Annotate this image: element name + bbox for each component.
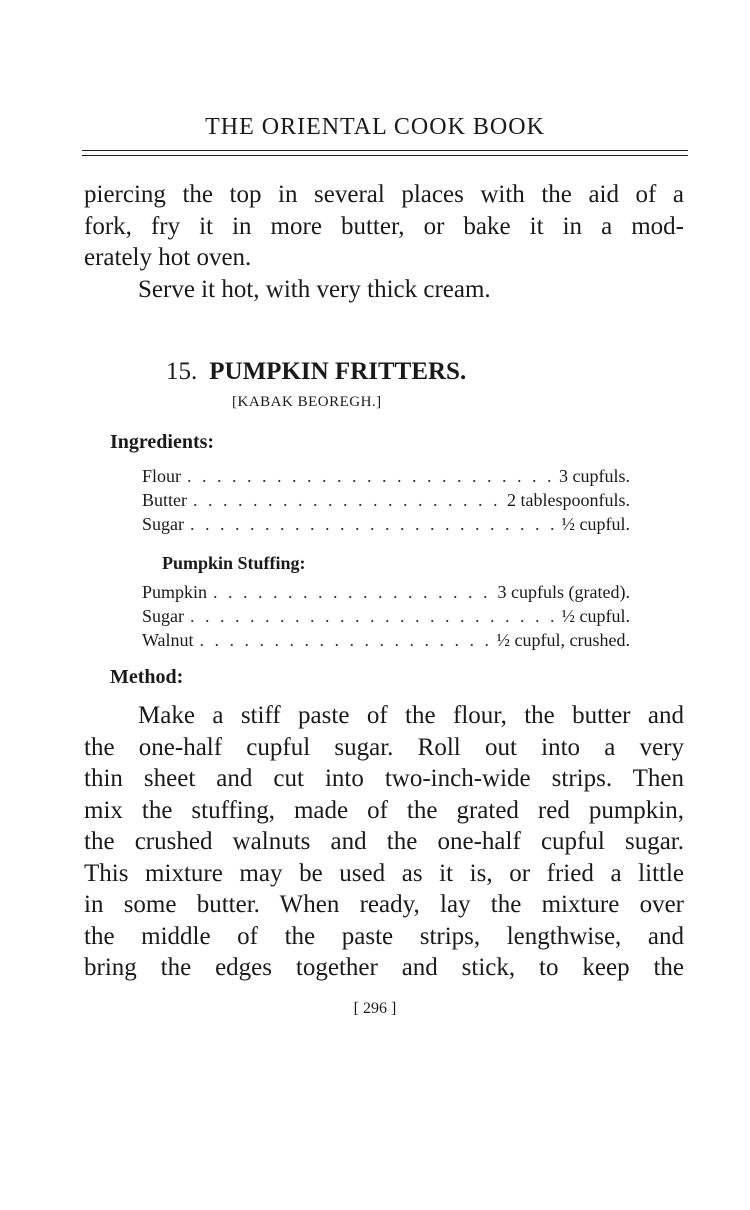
page-number: [ 296 ] — [353, 1000, 397, 1017]
serve-line: Serve it hot, with very thick cream. — [138, 275, 491, 303]
leader-dots — [187, 466, 553, 487]
running-head: THE ORIENTAL COOK BOOK — [205, 114, 545, 140]
stuffing-label: Pumpkin Stuffing: — [162, 553, 306, 573]
stuffing-list — [142, 582, 630, 654]
leader-dots — [190, 606, 556, 627]
intro-paragraph — [84, 179, 684, 305]
header-rule-thin — [82, 155, 688, 156]
leader-dots — [213, 582, 492, 603]
ingredient-list — [142, 466, 630, 538]
ingredient-name: Pumpkin — [142, 582, 208, 602]
recipe-heading — [166, 358, 466, 386]
ingredient-row — [142, 582, 630, 606]
recipe-number: 15. — [166, 358, 198, 385]
header-rule — [82, 150, 688, 151]
ingredient-name: Sugar — [142, 514, 184, 534]
ingredients-label: Ingredients: — [110, 431, 215, 453]
recipe-subtitle: [KABAK BEOREGH.] — [232, 394, 382, 410]
recipe-title: PUMPKIN FRITTERS. — [209, 358, 467, 385]
text-line: in some butter. When ready, lay the mixture over — [84, 891, 684, 918]
ingredient-name: Butter — [142, 490, 187, 510]
text-line: piercing the top in several places with the aid of a — [84, 181, 684, 208]
text-line: Make a stiff paste of the flour, the butter and — [138, 702, 684, 729]
text-line: bring the edges together and stick, to keep the — [84, 954, 684, 981]
text-line: the middle of the paste strips, lengthwise, and — [84, 922, 684, 950]
ingredient-qty: 3 cupfuls. — [559, 466, 630, 486]
leader-dots — [200, 630, 491, 651]
leader-dots — [190, 514, 556, 535]
ingredient-name: Sugar — [142, 606, 184, 626]
ingredient-row — [142, 490, 630, 514]
method-label: Method: — [110, 666, 184, 688]
ingredient-row — [142, 514, 630, 538]
text-line: fork, fry it in more butter, or bake it in a mod- — [84, 212, 684, 240]
text-line: This mixture may be used as it is, or fried a little — [84, 859, 684, 887]
ingredient-qty: ½ cupful, crushed. — [496, 630, 630, 650]
ingredient-qty: ½ cupful. — [561, 514, 630, 534]
leader-dots — [193, 490, 501, 511]
ingredient-row — [142, 466, 630, 490]
method-paragraph — [84, 700, 684, 984]
ingredient-name: Walnut — [142, 630, 194, 650]
text-line: mix the stuffing, made of the grated red pumpkin, — [84, 796, 684, 824]
ingredient-qty: 2 tablespoonfuls. — [507, 490, 630, 510]
text-line: the crushed walnuts and the one-half cupful sugar. — [84, 828, 684, 855]
ingredient-row — [142, 630, 630, 654]
ingredient-row — [142, 606, 630, 630]
ingredient-qty: ½ cupful. — [561, 606, 630, 626]
ingredient-name: Flour — [142, 466, 182, 486]
text-line: the one-half cupful sugar. Roll out into a very — [84, 733, 684, 761]
text-line: thin sheet and cut into two-inch-wide strips. Then — [84, 765, 684, 792]
text-line: erately hot oven. — [84, 244, 252, 271]
ingredient-qty: 3 cupfuls (grated). — [497, 582, 630, 602]
